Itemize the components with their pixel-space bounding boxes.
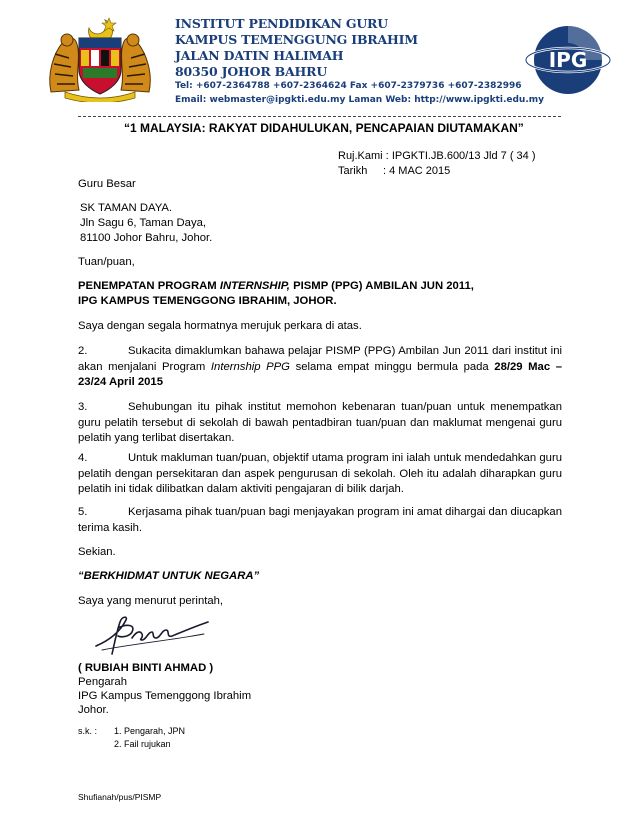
- sk-label: s.k. :: [78, 726, 98, 736]
- sk-item-1-text: 1. Pengarah, JPN: [114, 726, 186, 736]
- reference-number: [338, 150, 536, 162]
- recipient-line3: 81100 Johor Bahru, Johor.: [80, 232, 213, 244]
- subject-internship: INTERNSHIP,: [219, 280, 290, 292]
- address-line2: 80350 JOHOR BAHRU: [175, 64, 328, 79]
- institute-name-line2: KAMPUS TEMENGGUNG IBRAHIM: [175, 32, 418, 47]
- paragraph-3-text: Sehubungan itu pihak institut memohon kebenaran tuan/puan untuk menempatkan guru pelatih tersebut di sekolah di bawah pentadbiran tuan/puan dan maklumat mengenai guru pelatih yang terlibat disertakan.: [78, 401, 562, 444]
- paragraph-3-number: 3.: [78, 401, 88, 413]
- date-label: Tarikh: [338, 165, 368, 177]
- sk-item-2-text: 2. Fail rujukan: [114, 739, 171, 749]
- paragraph-4: [78, 451, 562, 498]
- malaysia-coat-of-arms-icon: [45, 14, 155, 102]
- date-value: : 4 MAC 2015: [383, 165, 451, 177]
- paragraph-4-text: Untuk makluman tuan/puan, objektif utama program ini ialah untuk mendedahkan guru pelatih dengan persekitaran dan aspek pengurusan di sekolah. Oleh itu adalah diharapkan guru pelatih ini tidak dilibatkan dalam aktiviti pengajaran di bilik darjah.: [78, 452, 562, 495]
- reference-value: IPGKTI.JB.600/13 Jld 7 ( 34 ): [391, 150, 536, 162]
- paragraph-2-dates: 28/29 Mac – 23/24 April 2015: [78, 360, 562, 388]
- recipient-line2: Jln Sagu 6, Taman Daya,: [80, 217, 207, 229]
- footer-reference: Shufianah/pus/PISMP: [78, 792, 162, 802]
- paragraph-5: [78, 505, 562, 536]
- ipg-logo-icon: [523, 22, 613, 97]
- signatory-position: Pengarah: [78, 676, 127, 688]
- paragraph-2-text-c: selama empat minggu bermula pada: [289, 360, 495, 373]
- paragraph-5-text: Kerjasama pihak tuan/puan bagi menjayakan program ini amat dihargai dan diucapkan terima kasih.: [78, 506, 562, 534]
- subject-part3: PISMP (PPG) AMBILAN JUN 2011,: [289, 280, 474, 292]
- sk-item-2: [78, 739, 171, 749]
- ipg-logo-text: IPG: [548, 48, 588, 72]
- motto: “1 MALAYSIA: RAKYAT DIDAHULUKAN, PENCAPAIAN DIUTAMAKAN”: [124, 121, 524, 135]
- contact-email-web: Email: webmaster@ipgkti.edu.my Laman Web: http://www.ipgkti.edu.my: [175, 95, 545, 105]
- recipient-line1: SK TAMAN DAYA.: [80, 202, 173, 214]
- menurut-perintah: Saya yang menurut perintah,: [78, 595, 224, 607]
- letter-date: [338, 165, 450, 177]
- paragraph-2: [78, 344, 562, 391]
- address-line1: JALAN DATIN HALIMAH: [175, 48, 344, 63]
- subject-line2: IPG KAMPUS TEMENGGONG IBRAHIM, JOHOR.: [78, 295, 337, 307]
- slogan: “BERKHIDMAT UNTUK NEGARA”: [78, 570, 260, 582]
- subject-part1: PENEMPATAN PROGRAM: [78, 280, 220, 292]
- paragraph-2-number: 2.: [78, 345, 88, 357]
- signatory-name: ( RUBIAH BINTI AHMAD ): [78, 662, 214, 674]
- paragraph-3: [78, 400, 562, 447]
- paragraph-5-number: 5.: [78, 506, 88, 518]
- contact-tel-fax: Tel: +607-2364788 +607-2364624 Fax +607-2379736 +607-2382996: [175, 81, 522, 91]
- handwritten-signature-icon: [92, 610, 212, 658]
- signatory-state: Johor.: [78, 704, 109, 716]
- salutation: Tuan/puan,: [78, 256, 135, 268]
- reference-label: Ruj.Kami :: [338, 150, 389, 162]
- paragraph-4-number: 4.: [78, 452, 88, 464]
- opening-sentence: Saya dengan segala hormatnya merujuk perkara di atas.: [78, 320, 362, 332]
- recipient-title: Guru Besar: [78, 178, 136, 190]
- institute-name-line1: INSTITUT PENDIDIKAN GURU: [175, 16, 388, 31]
- sk-item-1: [78, 726, 185, 736]
- letterhead-divider: [78, 116, 561, 117]
- sekian: Sekian.: [78, 546, 116, 558]
- paragraph-2-program: Internship PPG: [210, 360, 290, 373]
- paragraph-2-text-a: Sukacita dimaklumkan bahawa pelajar PISMP (PPG) Ambilan Jun 2011 dari institut ini akan menjalani Program: [78, 345, 562, 373]
- subject-line1: [78, 280, 474, 292]
- signatory-organization: IPG Kampus Temenggong Ibrahim: [78, 690, 252, 702]
